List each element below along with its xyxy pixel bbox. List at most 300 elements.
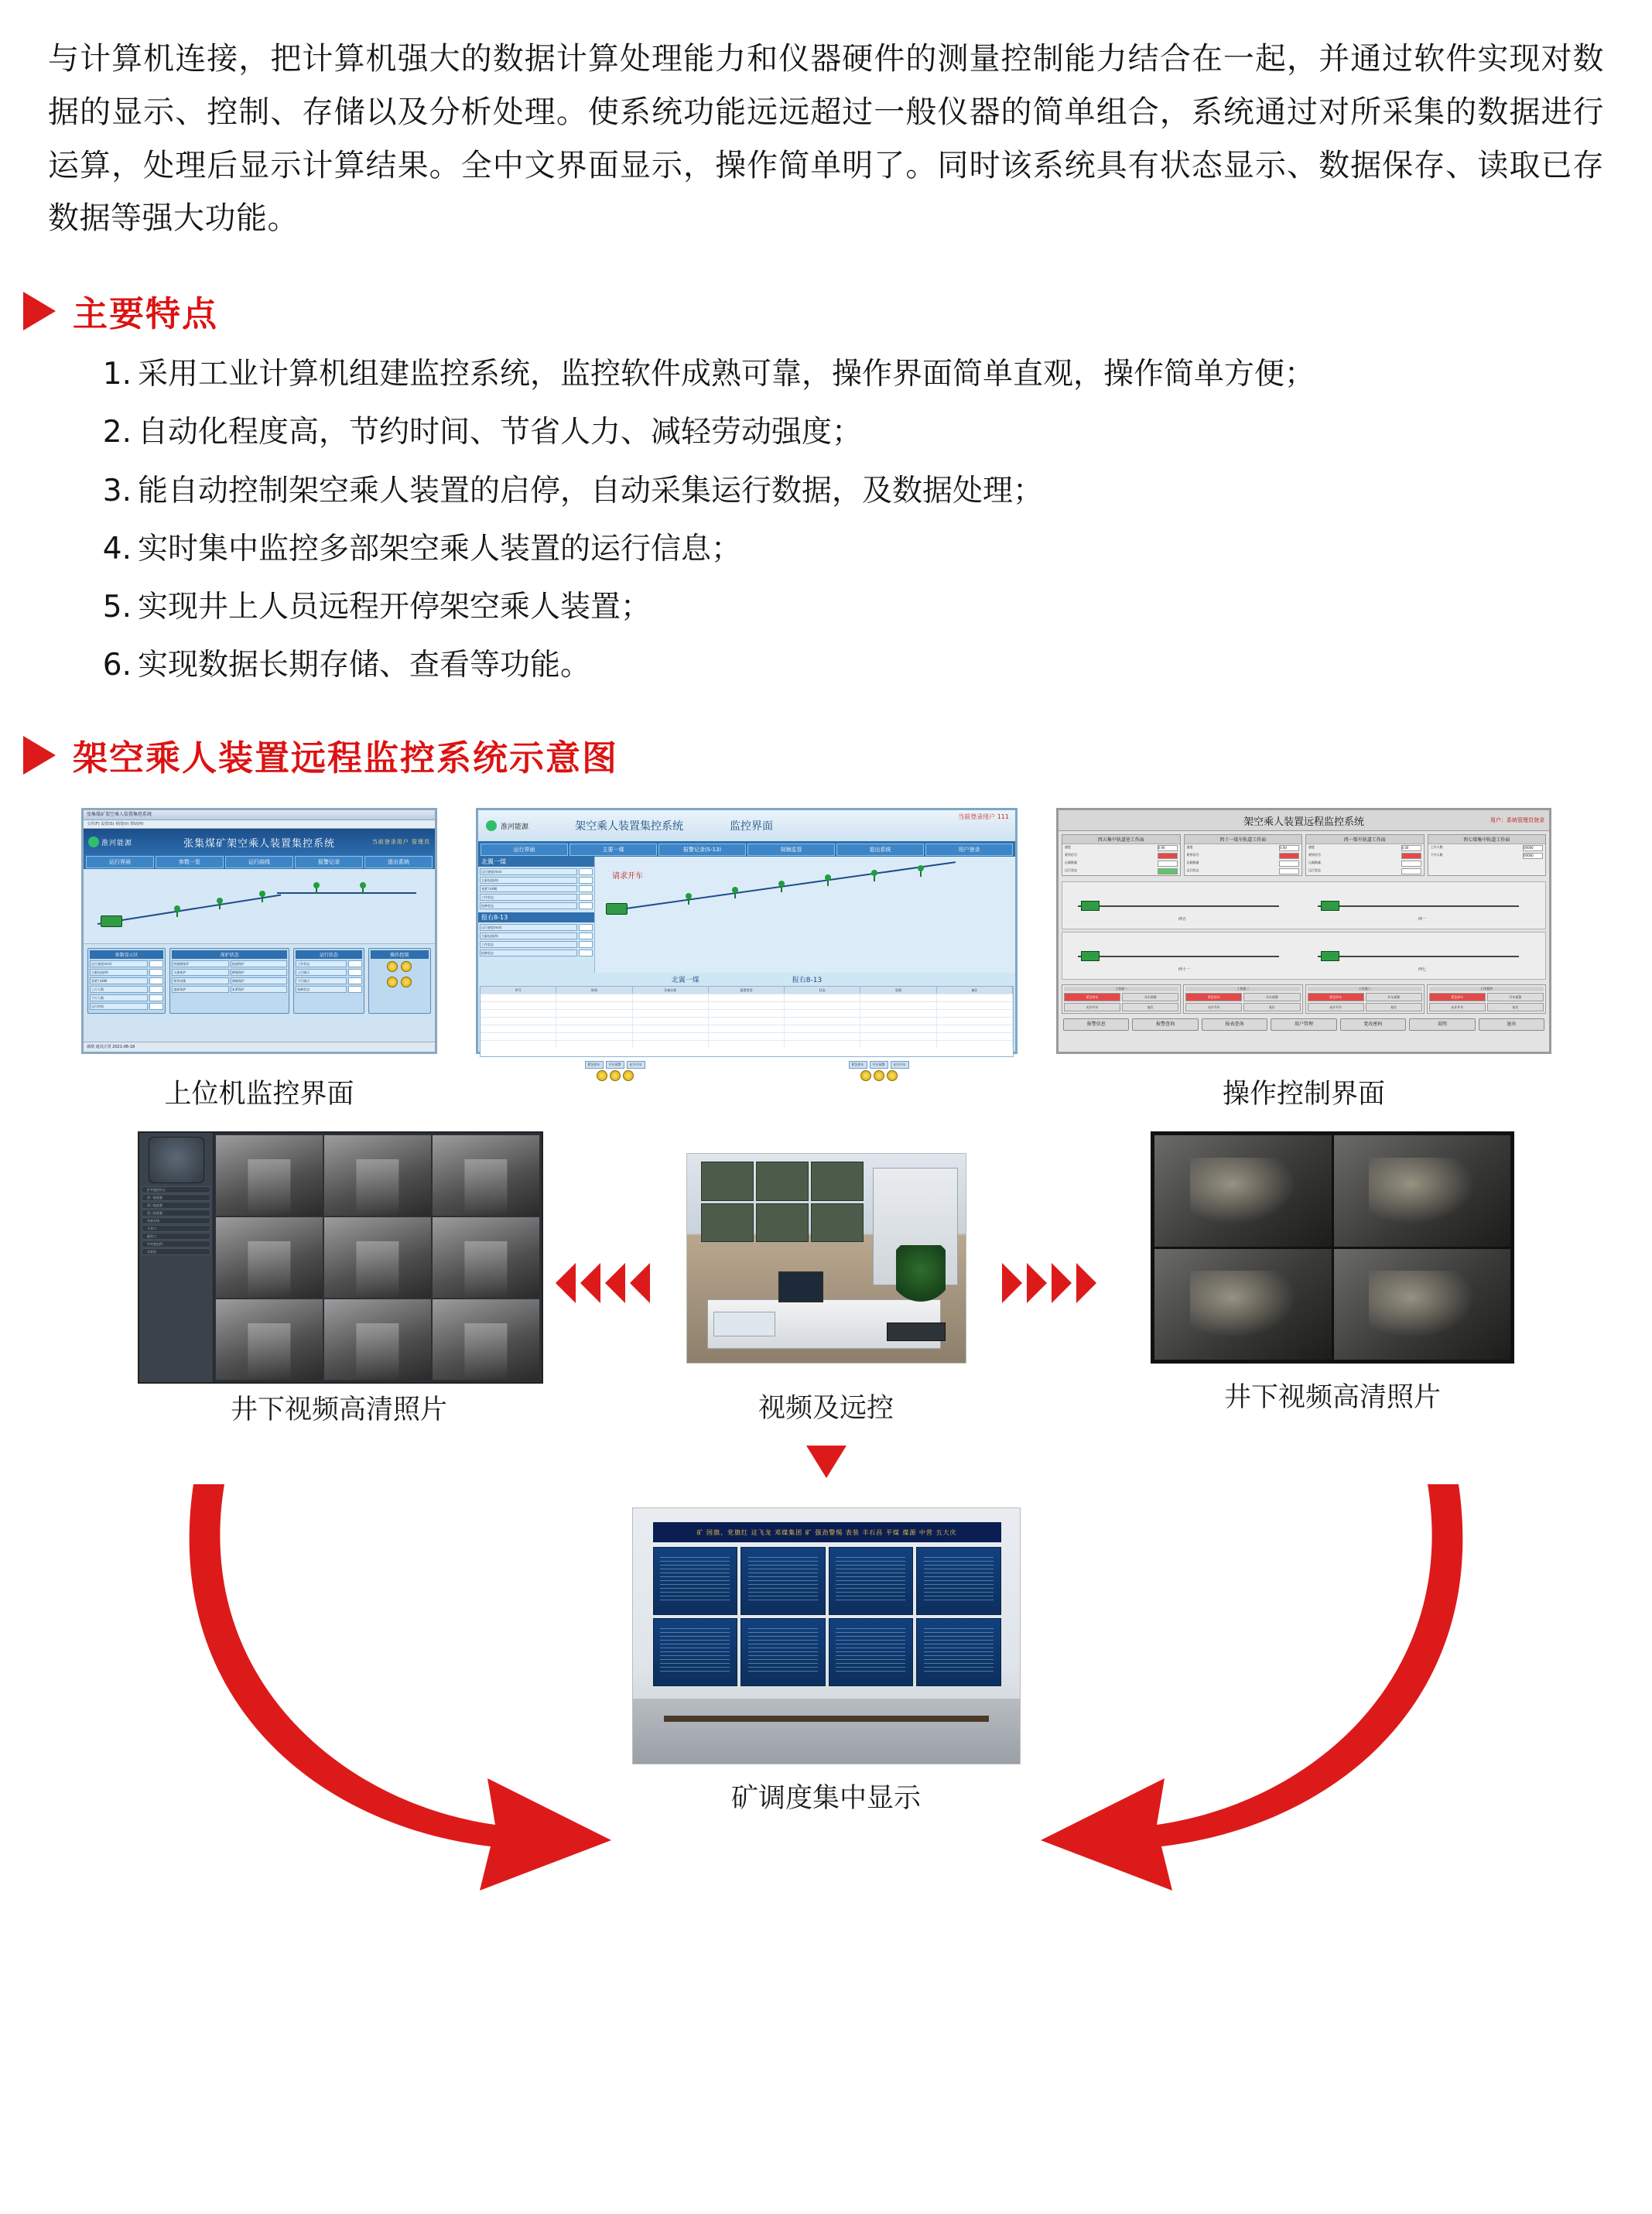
operation-control-screen <box>1056 808 1551 1054</box>
btn-start-warning[interactable]: 开车预警 <box>1366 993 1422 1001</box>
param-row <box>172 986 287 993</box>
param-key: 断绳保护 <box>231 969 287 976</box>
header-subtitle: 监控界面 <box>730 820 774 833</box>
status-bar: 就绪 通讯正常 2021-06-18 <box>84 1042 435 1052</box>
knob-stop-icon[interactable] <box>401 961 412 972</box>
video-cell[interactable] <box>433 1299 539 1380</box>
param-value <box>579 924 593 931</box>
rider-icon <box>688 897 689 905</box>
knob-icon[interactable] <box>874 1070 884 1081</box>
app-banner <box>84 829 435 855</box>
status-key: 上井人数 <box>1430 845 1443 850</box>
rider-icon <box>827 878 829 886</box>
btn-emergency-stop[interactable]: 紧急停车 <box>1308 993 1364 1001</box>
list-item-number: 4. <box>102 531 132 566</box>
features-list <box>84 350 1652 690</box>
tab-bar <box>84 855 435 869</box>
list-item-text: 实时集中监控多部架空乘人装置的运行信息； <box>138 531 742 566</box>
param-row <box>480 885 593 892</box>
param-value <box>579 950 593 956</box>
tree-item[interactable]: 中央变电所 <box>142 1240 210 1247</box>
left-parameter-column <box>478 857 595 973</box>
table-row <box>481 994 1013 1001</box>
btn-reset[interactable]: 复位 <box>1366 1003 1422 1011</box>
status-key: 运载数量 <box>1308 861 1321 865</box>
table-row <box>481 1001 1013 1009</box>
list-item-number: 1. <box>102 357 132 392</box>
panel-protection <box>169 948 289 1014</box>
knob-start-icon[interactable] <box>387 961 398 972</box>
status-row <box>1428 852 1546 860</box>
param-key: 检修状态 <box>296 986 346 993</box>
status-key: 运行状态 <box>1186 868 1199 873</box>
panel-parameters <box>87 948 166 1014</box>
tree-item[interactable]: 井底车场 <box>142 1217 210 1224</box>
list-item-text: 能自动控制架空乘人装置的启停，自动采集运行数据，及数据处理； <box>138 473 1044 508</box>
video-cell[interactable] <box>216 1217 323 1298</box>
btn-start-warning[interactable]: 开车预警 <box>870 1061 888 1069</box>
param-row <box>480 950 593 956</box>
panel-title: 保护状态 <box>172 950 287 959</box>
control-row <box>1308 1003 1422 1011</box>
tree-item[interactable]: 水泵房 <box>142 1248 210 1255</box>
alarm-table <box>480 986 1014 1057</box>
param-key: 张紧保护 <box>231 986 287 993</box>
triangle-bullet-icon <box>23 736 56 775</box>
btn-emergency-stop[interactable]: 紧急停车 <box>1429 993 1486 1001</box>
app-header <box>478 810 1015 843</box>
rider-icon <box>362 886 364 894</box>
param-key: 紧停闭锁 <box>172 977 228 984</box>
status-value <box>1158 853 1178 859</box>
rope-line <box>626 861 956 909</box>
param-key: 工作状态 <box>296 960 346 967</box>
list-item <box>84 525 1652 573</box>
photo-monitor <box>778 1271 823 1302</box>
diagram-title: 架空乘人装置远程监控系统示意图 <box>73 737 619 779</box>
param-row <box>296 960 361 967</box>
btn-alarm-info[interactable]: 报警信息 <box>1063 1018 1129 1031</box>
company-logo <box>88 837 132 847</box>
btn-change-password[interactable]: 党改密码 <box>1340 1018 1406 1031</box>
chevron-right-icon <box>1002 1263 1022 1303</box>
param-row <box>90 960 163 967</box>
video-cell[interactable] <box>433 1135 539 1216</box>
btn-emergency-stop[interactable]: 紧急停车 <box>1185 993 1242 1001</box>
screenshot-monitor-view <box>476 808 1018 1111</box>
btn-emergency-stop[interactable]: 紧急停车 <box>585 1061 604 1069</box>
status-row <box>1185 844 1302 852</box>
status-row <box>1185 860 1302 867</box>
status-value <box>1401 861 1421 867</box>
param-row <box>480 924 593 931</box>
video-cell[interactable] <box>324 1217 431 1298</box>
panel-area <box>84 944 435 1018</box>
tree-item[interactable]: 矿井监控中心 <box>142 1186 210 1193</box>
dispatch-video-wall <box>653 1547 1001 1686</box>
tab-video[interactable]: 视频监管 <box>747 844 835 856</box>
control-button-area <box>478 1059 1015 1083</box>
mid-label: 西十一 <box>1178 967 1191 973</box>
video-cell[interactable] <box>216 1135 323 1216</box>
param-key: 上行指示 <box>296 969 346 976</box>
btn-start-warning[interactable]: 开车预警 <box>1122 993 1178 1001</box>
status-value <box>1158 861 1178 867</box>
control-row <box>1308 993 1422 1001</box>
tab-alarm-records[interactable]: 报警记录 <box>295 856 363 868</box>
screenshot-row-top <box>0 808 1652 1111</box>
btn-start-warning[interactable]: 开车预警 <box>1243 993 1300 1001</box>
header-title: 架空乘人装置集控系统 <box>575 820 684 833</box>
list-item-number: 6. <box>102 648 132 683</box>
btn-emergency-stop[interactable]: 紧急停车 <box>849 1061 867 1069</box>
knob-icon[interactable] <box>623 1070 634 1081</box>
features-title: 主要特点 <box>73 293 219 335</box>
param-row <box>296 969 361 976</box>
arrow-to-right-group <box>1002 1263 1096 1303</box>
list-item <box>84 408 1652 457</box>
wall-screen <box>916 1547 1001 1615</box>
mid-label: 西一 <box>1418 917 1427 922</box>
video-cell[interactable] <box>1334 1249 1511 1360</box>
video-cell[interactable] <box>1334 1135 1511 1247</box>
btn-allow-start[interactable]: 允许开车 <box>1185 1003 1242 1011</box>
rider-icon <box>920 869 922 877</box>
param-value <box>579 868 593 875</box>
caption-operation-control: 操作控制界面 <box>1222 1079 1385 1110</box>
param-row <box>90 994 163 1001</box>
btn-reset[interactable]: 复位 <box>1243 1003 1300 1011</box>
btn-alarm-query[interactable]: 报警查询 <box>1132 1018 1198 1031</box>
param-row <box>480 868 593 875</box>
control-panel <box>1062 984 1181 1014</box>
video-cell[interactable] <box>1154 1135 1332 1247</box>
list-item-number: 2. <box>102 415 132 450</box>
status-row <box>1306 852 1424 860</box>
param-value <box>579 894 593 901</box>
control-row <box>585 1061 645 1069</box>
table-column-header: 报警类型 <box>709 987 785 994</box>
logo-text: 淮河能源 <box>501 823 529 831</box>
triangle-bullet-icon <box>23 292 56 330</box>
param-key: 张紧力(kN) <box>480 885 577 892</box>
video-cell[interactable] <box>324 1135 431 1216</box>
btn-allow-start[interactable]: 允许开车 <box>891 1061 909 1069</box>
param-key: 主驱电流(A) <box>480 877 577 884</box>
control-panel-title: 工作面二 <box>1185 987 1300 991</box>
wall-screen <box>653 1547 738 1615</box>
mimic-diagram-upper <box>1062 881 1546 929</box>
prompt-label: 请求开车 <box>612 872 643 881</box>
tab-exit[interactable]: 退出系统 <box>836 844 924 856</box>
chevron-right-icon <box>1027 1263 1047 1303</box>
rider-icon <box>219 902 221 909</box>
table-row <box>481 1025 1013 1032</box>
param-key: 运行时间 <box>90 1003 148 1010</box>
btn-user-management[interactable]: 用户管理 <box>1271 1018 1336 1031</box>
param-value <box>149 969 163 976</box>
status-row <box>1306 867 1424 875</box>
param-key: 工作状态 <box>480 941 577 948</box>
param-row <box>296 977 361 984</box>
video-wall-left <box>138 1131 543 1384</box>
btn-allow-start[interactable]: 允许开车 <box>627 1061 645 1069</box>
table-row <box>481 1032 1013 1040</box>
panel-run-status <box>293 948 364 1014</box>
list-item-text: 采用工业计算机组建监控系统，监控软件成熟可靠，操作界面简单直观，操作简单方便； <box>138 357 1315 392</box>
tab-exit[interactable]: 退出系统 <box>364 856 433 868</box>
control-group-right <box>849 1061 909 1081</box>
param-value <box>149 977 163 984</box>
table-header-row <box>481 987 1013 994</box>
status-value <box>1279 853 1299 859</box>
rope-line <box>1078 905 1279 907</box>
status-row <box>1306 860 1424 867</box>
rider-icon <box>734 891 736 898</box>
btn-allow-start[interactable]: 允许开车 <box>1064 1003 1120 1011</box>
status-key: 紧停信号 <box>1308 853 1321 857</box>
param-key: 越界保护 <box>172 986 228 993</box>
video-cell[interactable] <box>216 1299 323 1380</box>
panel-title: 操作控制 <box>371 950 429 959</box>
photo-desk-screen <box>713 1312 775 1336</box>
photo-rail <box>664 1716 989 1722</box>
btn-allow-start[interactable]: 允许开车 <box>1308 1003 1364 1011</box>
btn-reset[interactable]: 复位 <box>1122 1003 1178 1011</box>
video-row <box>0 1131 1652 1441</box>
company-logo <box>486 820 528 831</box>
control-row <box>849 1061 909 1069</box>
caption-video-right: 井下视频高清照片 <box>1223 1382 1441 1414</box>
menu-bar: 文件(F) 设置(S) 视图(V) 帮助(H) <box>84 820 435 829</box>
curved-arrow-left-icon <box>190 1484 611 1891</box>
btn-reset[interactable]: 复位 <box>1487 1003 1544 1011</box>
list-item-text: 实现数据长期存储、查看等功能。 <box>138 648 591 683</box>
logo-dot-icon <box>88 837 99 847</box>
wall-screen <box>740 1618 826 1686</box>
tree-item[interactable]: 主井口 <box>142 1225 210 1232</box>
param-value <box>579 932 593 939</box>
param-value <box>348 969 362 976</box>
group-title-second: 报右8-13 <box>478 912 594 922</box>
control-group-left <box>585 1061 645 1081</box>
knob-icon[interactable] <box>597 1070 607 1081</box>
status-key: 速度 <box>1065 845 1071 850</box>
status-value: 0.00 <box>1279 845 1299 851</box>
btn-exit[interactable]: 退出 <box>1479 1018 1544 1031</box>
list-item <box>84 350 1652 399</box>
video-cell[interactable] <box>1154 1249 1332 1360</box>
knob-icon[interactable] <box>860 1070 871 1081</box>
status-row <box>1428 844 1546 852</box>
table-column-header: 序号 <box>481 987 556 994</box>
param-key: 张紧力(kN) <box>90 977 148 984</box>
knob-test-icon[interactable] <box>401 977 412 987</box>
status-row <box>1062 860 1180 867</box>
status-box-grid <box>1059 831 1549 879</box>
status-box-title: 西七煤集中轨道工作面 <box>1428 835 1546 844</box>
param-key: 运行速度(m/s) <box>480 924 577 931</box>
btn-start-warning[interactable]: 开车预警 <box>1487 993 1544 1001</box>
btn-allow-start[interactable]: 允许开车 <box>1429 1003 1486 1011</box>
list-item-text: 实现井上人员远程开停架空乘人装置； <box>138 589 652 625</box>
status-key: 下井人数 <box>1430 853 1443 857</box>
param-row <box>90 1003 163 1010</box>
table-column-header: 状态 <box>785 987 860 994</box>
param-key: 检修状态 <box>480 902 577 909</box>
knob-reset-icon[interactable] <box>387 977 398 987</box>
tree-item[interactable]: 西三轨道巷 <box>142 1210 210 1217</box>
btn-report-query[interactable]: 报表查询 <box>1202 1018 1267 1031</box>
panel-title: 运行状态 <box>296 950 361 959</box>
table-row <box>481 1009 1013 1017</box>
chevron-right-icon <box>1052 1263 1072 1303</box>
camera-tree <box>142 1186 210 1255</box>
logged-user-label: 当前登录用户 111 <box>958 813 1009 821</box>
ptz-joystick-icon[interactable] <box>149 1137 204 1183</box>
rider-icon <box>176 909 178 917</box>
main-area <box>478 857 1015 973</box>
status-value <box>1401 868 1421 874</box>
tree-item[interactable]: 西一轨道巷 <box>142 1194 210 1201</box>
caption-bottom: 矿调度集中显示 <box>730 1783 921 1815</box>
tab-run-view[interactable]: 运行界面 <box>86 856 154 868</box>
tab-alarm-records[interactable]: 报警记录(S-13) <box>658 844 746 856</box>
logged-user-label: 用户：系统管理员登录 <box>1490 817 1544 824</box>
banner-title: 张集煤矿架空乘人装置集控系统 <box>183 837 335 850</box>
tab-run-view[interactable]: 运行界面 <box>481 844 568 856</box>
mid-label: 西五 <box>1178 917 1187 922</box>
table-row <box>481 1017 1013 1025</box>
rider-icon <box>262 895 263 902</box>
rope-line <box>1318 905 1519 907</box>
param-value <box>579 941 593 948</box>
param-value <box>348 986 362 993</box>
btn-help[interactable]: 说明 <box>1409 1018 1475 1031</box>
param-key: 运行速度(m/s) <box>90 960 148 967</box>
status-key: 速度 <box>1186 845 1193 850</box>
status-row <box>1062 867 1180 875</box>
knob-row <box>371 961 429 972</box>
param-key: 超速保护 <box>231 960 287 967</box>
video-cell[interactable] <box>324 1299 431 1380</box>
rider-icon <box>316 886 317 894</box>
table-column-header: 备注 <box>937 987 1013 994</box>
panel-operation <box>368 948 431 1014</box>
table-column-header: 设备名称 <box>633 987 709 994</box>
tab-login[interactable]: 用户登录 <box>925 844 1013 856</box>
param-key: 检修状态 <box>480 950 577 956</box>
control-panel <box>1183 984 1302 1014</box>
photo-floor <box>633 1699 1020 1764</box>
monitor-view-screen <box>476 808 1018 1067</box>
drive-unit-icon <box>1081 951 1100 961</box>
param-key: 运行速度(m/s) <box>480 868 577 875</box>
status-box-title: 西十一煤车轨道工作面 <box>1185 835 1302 844</box>
knob-icon[interactable] <box>610 1070 621 1081</box>
knob-icon[interactable] <box>887 1070 898 1081</box>
param-value <box>149 1003 163 1010</box>
app-header <box>1059 810 1549 831</box>
video-cell[interactable] <box>433 1217 539 1298</box>
chevron-left-icon <box>630 1263 650 1303</box>
status-row <box>1306 844 1424 852</box>
rider-icon <box>874 874 875 881</box>
chevron-left-icon <box>605 1263 625 1303</box>
btn-start-warning[interactable]: 开车预警 <box>606 1061 624 1069</box>
wall-screen <box>740 1547 826 1615</box>
param-row <box>90 977 163 984</box>
status-box <box>1184 834 1303 876</box>
table-column-header: 处理 <box>860 987 936 994</box>
param-key: 上行人数 <box>90 986 148 993</box>
logged-user-label: 当前登录用户 管理员 <box>371 839 430 846</box>
tab-curves[interactable]: 运行曲线 <box>225 856 293 868</box>
photo-console-keyboard <box>887 1323 946 1341</box>
screenshot-host-monitor <box>81 808 437 1111</box>
camera-tree-panel <box>139 1133 214 1382</box>
param-row <box>296 986 361 993</box>
param-value <box>348 960 362 967</box>
wall-screen <box>653 1618 738 1686</box>
param-row <box>172 960 287 967</box>
param-value <box>149 986 163 993</box>
rope-line <box>1078 956 1279 957</box>
rope-line <box>1318 956 1519 957</box>
wall-screen <box>829 1618 914 1686</box>
list-item-number: 5. <box>102 589 132 625</box>
tab-parameters[interactable]: 参数一览 <box>156 856 224 868</box>
curved-arrow-right-icon <box>1041 1484 1462 1891</box>
param-key: 主驱电流(A) <box>480 932 577 939</box>
param-row <box>480 894 593 901</box>
control-panel-title: 工作面三 <box>1308 987 1422 991</box>
param-row <box>172 977 287 984</box>
status-key: 运行状态 <box>1065 868 1077 873</box>
document-page <box>0 33 1652 2214</box>
status-value: 00000 <box>1523 845 1543 851</box>
tree-item[interactable]: 西二轨道巷 <box>142 1202 210 1209</box>
param-key: 防脱绳保护 <box>172 960 228 967</box>
param-row <box>480 877 593 884</box>
status-row <box>1185 852 1302 860</box>
param-key: 工作状态 <box>480 894 577 901</box>
param-row <box>90 969 163 976</box>
video-wall-right <box>1151 1131 1514 1364</box>
param-row <box>480 941 593 948</box>
control-row <box>860 1070 898 1081</box>
param-row <box>480 932 593 939</box>
wall-screen <box>916 1618 1001 1686</box>
status-value <box>1401 853 1421 859</box>
status-box <box>1305 834 1425 876</box>
tab-main-seam[interactable]: 主要一煤 <box>569 844 657 856</box>
param-value <box>348 977 362 984</box>
control-panel-row <box>1059 982 1549 1016</box>
rider-icon <box>781 885 782 892</box>
btn-emergency-stop[interactable]: 紧急停车 <box>1064 993 1120 1001</box>
status-key: 运载数量 <box>1186 861 1199 865</box>
status-key: 运载数量 <box>1065 861 1077 865</box>
knob-row <box>371 977 429 987</box>
dispatch-display-photo <box>632 1507 1021 1764</box>
group-title-north-bottom: 北翼一煤 <box>671 977 699 985</box>
status-value <box>1158 868 1178 874</box>
tree-item[interactable]: 副井口 <box>142 1233 210 1240</box>
mimic-diagram <box>84 869 435 944</box>
status-box-title: 西一煤车轨道工作面 <box>1306 835 1424 844</box>
drive-unit-icon <box>1321 951 1339 961</box>
